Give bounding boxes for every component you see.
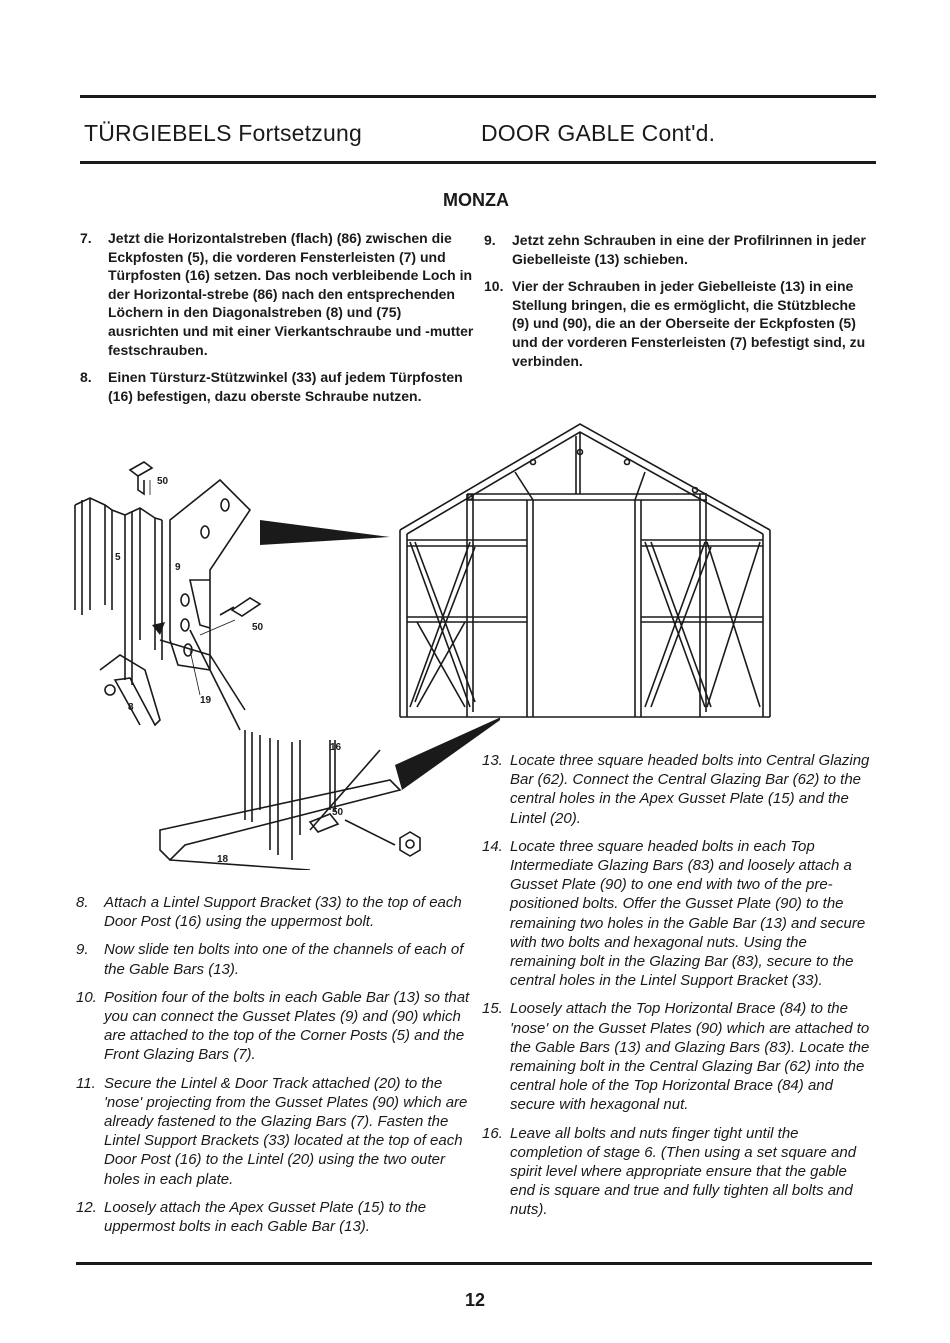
step-text: Loosely attach the Top Horizontal Brace (84) to the 'nose' on the Gusset Plates (90) which are attached to the Gable Bars (13) and Glazing Bars (83). Locate the remaining bolt in the Central Glazing Bar (62) into the central hole of the Top Horizontal Brace (84) and secure with hexagonal nut. [510,1000,870,1114]
step-text: Position four of the bolts in each Gable Bar (13) so that you can connect the Gusset Plates (9) and (90) which are attached to the top of the Corner Posts (5) and the Front Glazing Bars (7). [104,988,470,1064]
step-number: 16. [482,1124,503,1142]
step-number: 12. [76,1198,97,1216]
list-item [76,988,470,1065]
english-steps-right [482,751,874,1229]
step-text: Now slide ten bolts into one of the channels of each of the Gable Bars (13). [104,941,464,978]
step-text: Loosely attach the Apex Gusset Plate (15) to the uppermost bolts in each Gable Bar (13). [104,1198,427,1236]
label-bolt-top: 50 [157,476,169,487]
list-item [76,1198,470,1236]
step-text: Attach a Lintel Support Bracket (33) to the top of each Door Post (16) using the uppermost bolt. [104,894,462,931]
step-text: Locate three square headed bolts in each Top Intermediate Glazing Bars (83) and loosely attach a Gusset Plate (90) to one end with two of the pre-positioned bolts. Offer the Gusset Plate (90) to the remaining two holes in the Gable Bar (13) and secure with two bolts and hexagonal nuts. Using the remaining bolt in the Glazing Bar (83), secure to the central holes in the Lintel Support Bracket (33). [510,837,866,990]
list-item [484,277,869,370]
top-rule [80,95,876,98]
label-door-post: 16 [330,742,342,753]
step-text: Einen Türsturz-Stützwinkel (33) auf jedem Türpfosten (16) befestigen, dazu oberste Schraube nutzen. [108,369,463,404]
step-text: Jetzt zehn Schrauben in eine der Profilrinnen in jeder Giebelleiste (13) schieben. [512,232,866,267]
english-steps-left [76,893,470,1245]
header-title-de: TÜRGIEBELS Fortsetzung [84,120,362,146]
step-number: 10. [76,988,97,1006]
step-text: Secure the Lintel & Door Track attached (20) to the 'nose' projecting from the Gusset Plates (90) which are already fastened to the Glazing Bars (7). Fasten the Lintel Support Brackets (33) located at the top of each Door Post (16) to the Lintel (20) using the two outer holes in each plate. [104,1074,468,1188]
pointer-arrow-upper [260,520,390,545]
list-item [80,229,475,359]
step-number: 8. [76,894,89,911]
step-number: 9. [484,232,496,248]
gable-frame-diagram [395,412,775,722]
step-text: Locate three square headed bolts into Central Glazing Bar (62). Connect the Central Glazing Bar (62) to the central holes in the Apex Gusset Plate (15) and the Lintel (20). [510,752,870,827]
list-item [482,999,874,1114]
step-number: 8. [80,369,92,386]
label-post: 5 [115,552,121,563]
list-item [484,231,869,268]
list-item [76,1074,470,1189]
label-brace: 8 [128,702,134,713]
german-steps-left [80,229,475,414]
step-text: Jetzt die Horizontalstreben (flach) (86) zwischen die Eckpfosten (5), die vorderen Fensterleisten (7) und Türpfosten (16) setzen. Das noch verbleibende Loch in der Horizontal-strebe (86) nach den entsprechenden Löchern in den Diagonalstreben (8) und (75) ausrichten und mit einer Vierkantschraube und -mutter festschrauben. [108,230,474,358]
german-steps-right [484,231,869,379]
footer-rule [76,1262,872,1265]
list-item [76,893,470,931]
step-number: 15. [482,1000,503,1018]
list-item [482,751,874,828]
step-number: 7. [80,230,92,246]
label-track: 18 [217,854,229,865]
list-item [482,837,874,991]
step-text: Vier der Schrauben in jeder Giebelleiste (13) in eine Stellung bringen, die es ermöglicht, die Stützbleche (9) und (90), die an der Oberseite der Eckpfosten (5) und der vorderen Fensterleisten (7) befestigt sind, zu verbinden. [512,278,866,369]
step-number: 10. [484,278,504,295]
label-gusset: 9 [175,562,181,573]
header-bottom-rule [80,161,876,164]
page-number: 12 [464,1290,486,1310]
label-bolt-low: 50 [332,807,344,818]
list-item [76,940,470,978]
list-item [482,1124,874,1220]
list-item [80,368,475,405]
label-bolt-mid: 50 [252,622,264,633]
step-text: Leave all bolts and nuts finger tight until the completion of stage 6. (Then using a set square and spirit level where appropriate ensure that the gable end is square and true and fully tighten all bolts and nuts). [510,1124,857,1219]
step-number: 9. [76,941,89,959]
step-number: 13. [482,752,503,769]
model-subtitle: MONZA [443,190,509,210]
step-number: 11. [76,1074,96,1092]
header-title-en: DOOR GABLE Cont'd. [481,120,716,146]
label-bar: 19 [200,695,212,706]
step-number: 14. [482,837,503,855]
